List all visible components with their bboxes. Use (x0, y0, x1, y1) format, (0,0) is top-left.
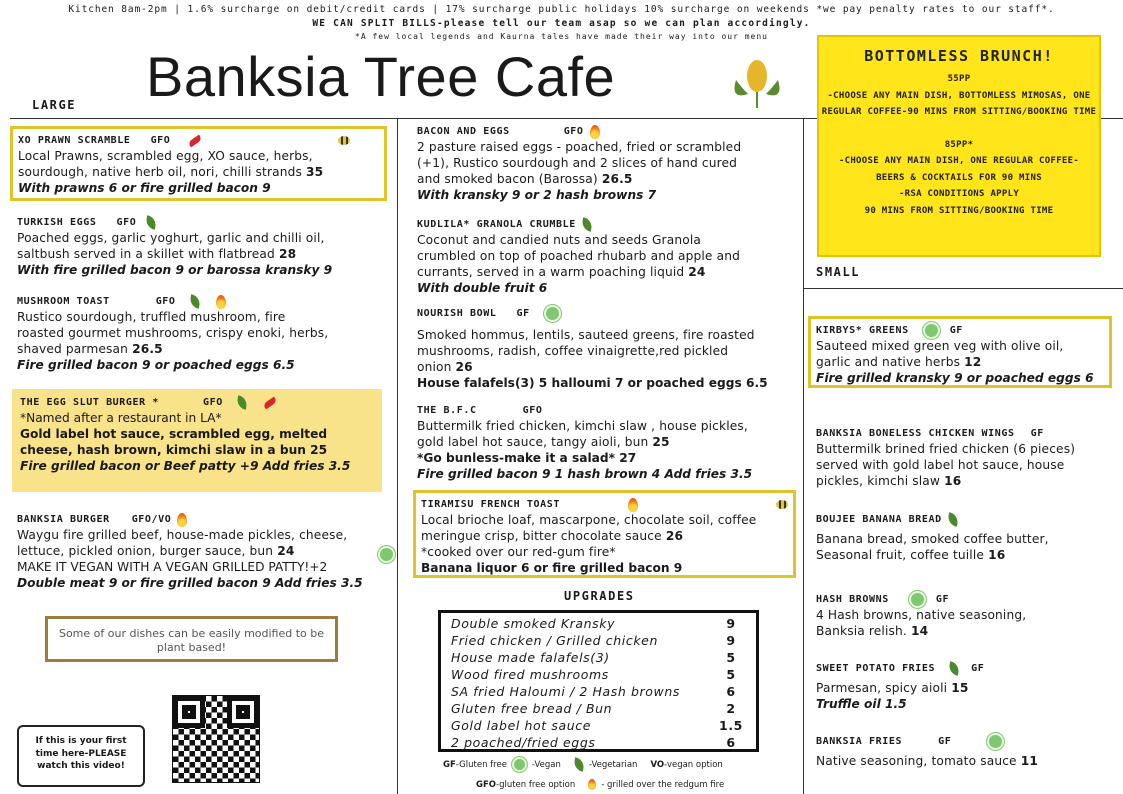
item-desc: Seasonal fruit, coffee tuille (816, 548, 985, 562)
item-name: TIRAMISU FRENCH TOAST (421, 499, 561, 510)
item-extra: Double meat 9 or fire grilled bacon 9 Add fries 3.5 (17, 576, 363, 590)
item-desc: currants, served in a warm poaching liquid (417, 265, 685, 279)
promo-85-price: 85PP* (944, 139, 974, 150)
promo-55-line1: -CHOOSE ANY MAIN DISH, BOTTOMLESS MIMOSAS, ONE (827, 90, 1091, 101)
promo-title: BOTTOMLESS BRUNCH! (864, 47, 1054, 65)
legend-fire-text: - grilled over the redgum fire (601, 779, 725, 790)
menu-item-bfc (417, 403, 797, 482)
item-desc: Local Prawns, scrambled egg, XO sauce, herbs, (18, 149, 313, 163)
item-name: KUDLILA* GRANOLA CRUMBLE (417, 219, 576, 230)
item-desc: Poached eggs, garlic yoghurt, garlic and chilli oil, (17, 231, 325, 245)
item-gf-option: *Go bunless-make it a salad* (417, 451, 615, 465)
upgrade-row: House made falafels(3) 5 (451, 650, 736, 665)
item-name: SWEET POTATO FRIES (816, 663, 936, 674)
qr-code[interactable] (172, 695, 260, 783)
item-tag: GFO (563, 126, 584, 137)
item-extra: Fire grilled bacon 9 1 hash brown 4 Add fries 3.5 (417, 467, 753, 481)
divider-col2 (803, 118, 804, 794)
item-extra: House falafels(3) 5 halloumi 7 or poached eggs 6.5 (417, 376, 768, 390)
item-price: 26.5 (601, 172, 633, 186)
legend-vegan-text: -Vegan (531, 759, 561, 770)
item-desc: (+1), Rustico sourdough and 2 slices of hand cured (417, 156, 738, 170)
item-extra: Fire grilled bacon 9 or poached eggs 6.5 (17, 358, 295, 372)
item-price: 26 (455, 360, 473, 374)
legend-gf: GF (443, 759, 456, 770)
item-extra: Truffle oil 1.5 (816, 697, 907, 711)
video-note: If this is your first time here-PLEASE watch this video! (17, 725, 145, 787)
promo-85-line1: -CHOOSE ANY MAIN DISH, ONE REGULAR COFFEE- (838, 156, 1080, 166)
item-desc: roasted gourmet mushrooms, crispy enoki, herbs, (17, 326, 329, 340)
upgrade-row: SA fried Haloumi / 2 Hash browns 6 (451, 684, 736, 699)
item-desc: Gold label hot sauce, scrambled egg, melted (20, 427, 328, 441)
item-desc: served with gold label hot sauce, house (816, 458, 1065, 472)
banksia-flower-icon (728, 50, 786, 110)
item-desc: sourdough, native herb oil, nori, chilli strands (18, 165, 303, 179)
promo-55-price: 55PP (947, 74, 971, 84)
item-price: 24 (277, 544, 295, 558)
legend-vo-text: -vegan option (664, 759, 723, 770)
vegetarian-leaf-icon (947, 512, 959, 527)
item-price: 11 (1020, 754, 1038, 768)
item-name: BANKSIA BONELESS CHICKEN WINGS (816, 428, 1015, 439)
item-price: 12 (964, 355, 982, 369)
item-desc: cheese, hash brown, kimchi slaw in a bun (20, 443, 306, 457)
menu-item-nourish-bowl (417, 306, 797, 391)
divider-col1 (397, 118, 398, 794)
vegan-icon (923, 322, 940, 339)
item-desc: Banksia relish. (816, 624, 907, 638)
item-name: BANKSIA BURGER (17, 514, 110, 525)
item-desc: Parmesan, spicy aioli (816, 681, 948, 695)
vegetarian-leaf-icon (581, 217, 593, 232)
item-name: HASH BROWNS (816, 594, 889, 605)
menu-item-egg-slut-burger (12, 389, 382, 492)
legend-vo: VO (650, 759, 665, 770)
menu-item-tiramisu-toast (413, 490, 796, 578)
promo-55-line2: REGULAR COFFEE-90 MINS FROM SITTING/BOOKING TIME (821, 107, 1097, 117)
legend-gfo: GFO (476, 779, 497, 790)
item-name: XO PRAWN SCRAMBLE (18, 135, 131, 146)
item-desc: onion (417, 360, 452, 374)
menu-item-sweet-potato-fries (816, 661, 1116, 712)
item-name: NOURISH BOWL (417, 308, 497, 319)
item-tag: GF (516, 308, 530, 319)
item-extra: With kransky 9 or 2 hash browns 7 (417, 188, 657, 202)
item-price: 24 (688, 265, 706, 279)
item-name: BANKSIA FRIES (816, 736, 903, 747)
promo-85-line2: BEERS & COCKTAILS FOR 90 MINS (876, 172, 1042, 183)
item-desc: gold label hot sauce, tangy aioli, bun (417, 435, 649, 449)
item-name: KIRBYS* GREENS (816, 325, 909, 336)
menu-item-banana-bread (816, 512, 1116, 563)
upgrade-row: Gluten free bread / Bun 2 (451, 701, 736, 716)
promo-85-line4: 90 MINS FROM SITTING/BOOKING TIME (864, 205, 1054, 216)
item-desc: garlic and native herbs (816, 355, 961, 369)
section-upgrades: UPGRADES (564, 589, 635, 603)
upgrades-table (438, 610, 759, 752)
item-name: THE B.F.C (417, 405, 477, 416)
item-desc: *Named after a restaurant in LA* (20, 411, 222, 425)
item-extra: Fire grilled kransky 9 or poached eggs 6 (816, 371, 1094, 385)
vegan-icon (987, 733, 1004, 750)
item-tag: GFO (150, 135, 171, 146)
notice-split-bills: WE CAN SPLIT BILLS-please tell our team asap so we can plan accordingly. (312, 18, 811, 29)
item-desc: and smoked bacon (Barossa) (417, 172, 598, 186)
item-price: 25 (652, 435, 670, 449)
item-price: 16 (988, 548, 1006, 562)
page-title: Banksia Tree Cafe (146, 45, 616, 108)
vegetarian-leaf-icon (236, 395, 248, 410)
item-extra: With fire grilled bacon 9 or barossa kransky 9 (17, 263, 333, 277)
vegetarian-leaf-icon (189, 294, 201, 309)
item-price: 28 (278, 247, 297, 261)
promo-85-line3: -RSA CONDITIONS APPLY (898, 189, 1020, 199)
item-desc: Sauteed mixed green veg with olive oil, (816, 339, 1064, 353)
menu-item-chicken-wings (816, 426, 1116, 489)
item-desc: Local brioche loaf, mascarpone, chocolate soil, coffee (421, 513, 757, 527)
item-desc: *cooked over our red-gum fire* (421, 545, 616, 559)
vegetarian-leaf-icon (145, 215, 157, 230)
upgrade-row: Double smoked Kransky 9 (451, 616, 736, 631)
plant-based-note: Some of our dishes can be easily modified to be plant based! (45, 616, 338, 662)
item-desc: 4 Hash browns, native seasoning, (816, 608, 1027, 622)
item-name: BOUJEE BANANA BREAD (816, 514, 942, 525)
item-desc: Banana bread, smoked coffee butter, (816, 532, 1049, 546)
item-desc: Native seasoning, tomato sauce (816, 754, 1017, 768)
vegan-icon (909, 591, 926, 608)
item-desc: 2 pasture raised eggs - poached, fried or scrambled (417, 140, 742, 154)
item-desc: shaved parmesan (17, 342, 129, 356)
item-gf-price: 27 (619, 451, 637, 465)
item-price: 14 (910, 624, 929, 638)
item-desc: meringue crisp, bitter chocolate sauce (421, 529, 662, 543)
vegan-icon (544, 305, 561, 322)
item-price: 15 (951, 681, 969, 695)
legend-veg-text: -Vegetarian (588, 759, 638, 770)
menu-item-xo-prawn (10, 126, 387, 201)
upgrade-row: 2 poached/fried eggs 6 (451, 735, 736, 750)
menu-item-turkish-eggs (17, 215, 392, 278)
vegetarian-leaf-icon (948, 661, 960, 676)
item-tag: GFO (203, 397, 223, 408)
item-tag: GF (938, 736, 952, 747)
flame-icon (177, 513, 187, 527)
upgrade-row: Gold label hot sauce 1.5 (451, 718, 743, 733)
notice-kaurna: *A few local legends and Kaurna tales have made their way into our menu (355, 32, 768, 41)
item-desc: Waygu fire grilled beef, house-made pickles, cheese, (17, 528, 348, 542)
item-desc: pickles, kimchi slaw (816, 474, 941, 488)
item-tag: GFO (116, 217, 137, 228)
upgrade-row: Wood fired mushrooms 5 (451, 667, 736, 682)
item-price: 26 (665, 529, 684, 543)
item-price: 35 (306, 165, 324, 179)
item-desc: crumbled on top of poached rhubarb and apple and (417, 249, 740, 263)
legend-gf-text: -Gluten free (455, 759, 507, 770)
flame-icon (590, 125, 600, 139)
item-name: MUSHROOM TOAST (17, 296, 110, 307)
chilli-icon (188, 134, 203, 147)
bee-icon (338, 136, 350, 145)
item-tag: GF (971, 663, 985, 674)
menu-item-bacon-eggs (417, 124, 797, 203)
item-desc: Buttermilk brined fried chicken (6 pieces) (816, 442, 1076, 456)
notice-hours: Kitchen 8am-2pm | 1.6% surcharge on debit/credit cards | 17% surcharge public holidays 10% surcharge on weekends *we pay penalty rates to our staff*. (68, 4, 1055, 15)
legend-gfo-text: -gluten free option (496, 779, 576, 790)
flame-icon (216, 295, 226, 309)
section-large: LARGE (32, 98, 77, 112)
item-tag: GF (1030, 428, 1044, 439)
item-extra: Fire grilled bacon or Beef patty +9 Add fries 3.5 (20, 459, 351, 473)
vegan-icon (378, 546, 395, 563)
bottomless-brunch-box (817, 35, 1101, 257)
item-name: THE EGG SLUT BURGER * (20, 397, 160, 408)
item-tag: GFO (155, 296, 176, 307)
item-desc: lettuce, pickled onion, burger sauce, bun (17, 544, 274, 558)
menu-item-kirbys-greens (808, 316, 1112, 388)
item-desc: Rustico sourdough, truffled mushroom, fire (17, 310, 286, 324)
upgrade-row: Fried chicken / Grilled chicken 9 (451, 633, 736, 648)
item-extra: With double fruit 6 (417, 281, 548, 295)
item-name: TURKISH EGGS (17, 217, 97, 228)
item-desc: Coconut and candied nuts and seeds Granola (417, 233, 701, 247)
item-vegan-option: MAKE IT VEGAN WITH A VEGAN GRILLED PATTY!+2 (17, 560, 328, 574)
bee-icon (776, 500, 788, 509)
item-price: 16 (944, 474, 962, 488)
flame-icon (588, 779, 596, 790)
legend-row1 (443, 757, 723, 772)
vegetarian-leaf-icon (573, 757, 585, 772)
item-desc: Buttermilk fried chicken, kimchi slaw , house pickles, (417, 419, 748, 433)
chilli-icon (262, 396, 277, 409)
item-extra: Banana liquor 6 or fire grilled bacon 9 (421, 561, 683, 575)
vegan-icon (512, 757, 527, 772)
menu-item-mushroom-toast (17, 294, 392, 373)
item-tag: GF (935, 594, 950, 605)
menu-item-kudlila-granola (417, 217, 797, 296)
divider-small (803, 288, 1123, 289)
section-small: SMALL (816, 265, 861, 279)
item-name: BACON AND EGGS (417, 126, 510, 137)
item-extra: With prawns 6 or fire grilled bacon 9 (18, 181, 271, 195)
item-price: 26.5 (132, 342, 163, 356)
item-tag: GFO (522, 405, 543, 416)
item-desc: Smoked hommus, lentils, sauteed greens, fire roasted (417, 328, 755, 342)
menu-item-hash-browns (816, 592, 1116, 639)
menu-item-banksia-fries (816, 734, 1116, 769)
flame-icon (628, 498, 638, 512)
item-desc: mushrooms, radish, coffee vinaigrette,red pickled (417, 344, 729, 358)
legend-row2 (476, 779, 724, 790)
item-price: 25 (310, 443, 328, 457)
menu-item-banksia-burger (17, 512, 392, 591)
item-desc: saltbush served in a skillet with flatbread (17, 247, 275, 261)
item-tag: GF (949, 325, 963, 336)
item-tag: GFO/VO (131, 514, 172, 525)
